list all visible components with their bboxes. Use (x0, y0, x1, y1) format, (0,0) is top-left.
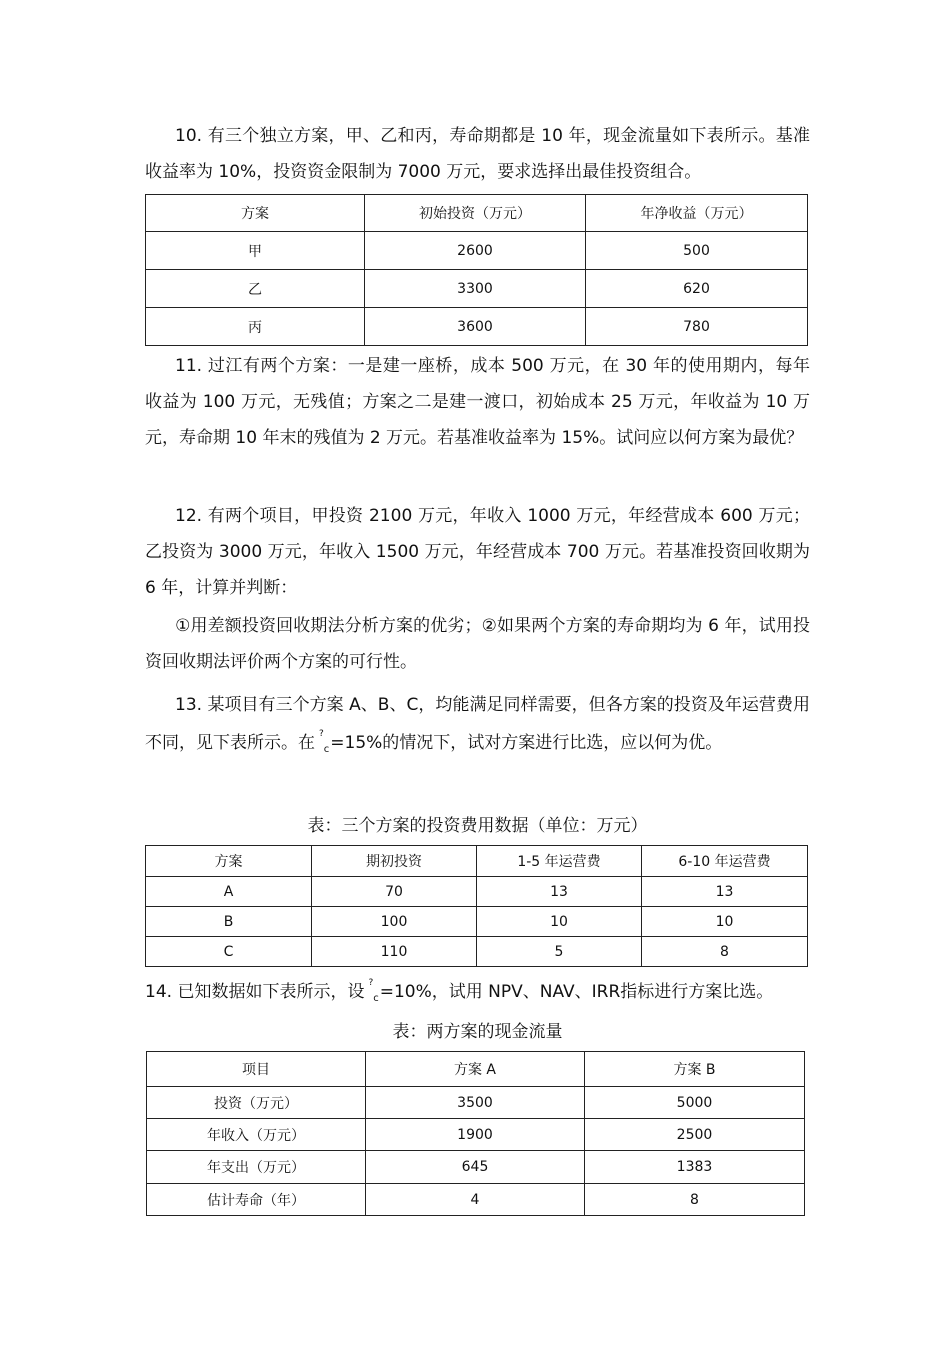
table-cell: B (146, 907, 312, 937)
table-cell: 3500 (366, 1087, 585, 1119)
table-header-cell: 期初投资 (312, 846, 477, 877)
table-cell: 估计寿命（年） (147, 1184, 366, 1216)
question-13-body-rest: =15%的情况下，试对方案进行比选，应以何为优。 (330, 733, 723, 753)
table-header-cell: 6-10 年运营费 (642, 846, 808, 877)
table-cell: 3300 (365, 270, 586, 308)
table-cell: 8 (642, 937, 808, 967)
table-q14 (146, 1051, 805, 1216)
question-12-subbody: ①用差额投资回收期法分析方案的优劣；②如果两个方案的寿命期均为 6 年，试用投资回收期法评价两个方案的可行性。 (145, 616, 810, 672)
table-row (147, 1087, 805, 1119)
table-cell: 5 (477, 937, 642, 967)
table-row (146, 877, 808, 907)
question-10-text (145, 118, 810, 190)
table-cell: 3600 (365, 308, 586, 346)
table-row (147, 1119, 805, 1151)
question-14-body: 14. 已知数据如下表所示，设 (145, 982, 365, 1002)
table-caption: 表：两方案的现金流量 (392, 1022, 563, 1042)
table-cell: C (146, 937, 312, 967)
table-header-cell: 方案 (146, 195, 365, 232)
table-row (146, 937, 808, 967)
table-cell: 10 (642, 907, 808, 937)
formula-superscript: ? (319, 729, 324, 739)
table-header-row (146, 195, 808, 232)
table-header-cell: 方案 (146, 846, 312, 877)
formula-subscript: c (323, 744, 330, 755)
table-cell: 500 (586, 232, 808, 270)
table-cell: 年收入（万元） (147, 1119, 366, 1151)
question-12-subtext (145, 608, 810, 680)
table-header-cell: 年净收益（万元） (586, 195, 808, 232)
question-11-text (145, 348, 810, 456)
question-12-text (145, 498, 810, 606)
table-cell: 甲 (146, 232, 365, 270)
table-cell: 1383 (585, 1151, 805, 1184)
table-row (146, 232, 808, 270)
question-13-text (145, 686, 810, 765)
table-cell: 13 (642, 877, 808, 907)
table-header-cell: 方案 B (585, 1052, 805, 1087)
table-header-cell: 方案 A (366, 1052, 585, 1087)
table-row (147, 1184, 805, 1216)
question-12-body: 12. 有两个项目，甲投资 2100 万元，年收入 1000 万元，年经营成本 600 万元；乙投资为 3000 万元，年收入 1500 万元，年经营成本 700 万元。若基准投资回收期为 6 年，计算并判断： (145, 506, 810, 598)
table-cell: A (146, 877, 312, 907)
formula-superscript: ? (368, 978, 374, 988)
table-cell: 10 (477, 907, 642, 937)
table-row (146, 270, 808, 308)
question-10-body: 10. 有三个独立方案，甲、乙和丙，寿命期都是 10 年，现金流量如下表所示。基准收益率为 10%，投资资金限制为 7000 万元，要求选择出最佳投资组合。 (145, 126, 810, 182)
table-header-row (146, 846, 808, 877)
table-cell: 110 (312, 937, 477, 967)
formula-subscript: c (373, 993, 379, 1004)
question-13-body: 13. 某项目有三个方案 A、B、C，均能满足同样需要，但各方案的投资及年运营费用不同，见下表所示。在 (145, 695, 810, 753)
table-cell: 投资（万元） (147, 1087, 366, 1119)
table-cell: 645 (366, 1151, 585, 1184)
table-cell: 4 (366, 1184, 585, 1216)
table-row (146, 907, 808, 937)
table-cell: 13 (477, 877, 642, 907)
table-cell: 100 (312, 907, 477, 937)
table-cell: 2500 (585, 1119, 805, 1151)
table-cell: 2600 (365, 232, 586, 270)
table-cell: 780 (586, 308, 808, 346)
table-caption: 表：三个方案的投资费用数据（单位：万元） (307, 816, 648, 836)
table-cell: 8 (585, 1184, 805, 1216)
table-header-cell: 1-5 年运营费 (477, 846, 642, 877)
question-11-body: 11. 过江有两个方案：一是建一座桥，成本 500 万元，在 30 年的使用期内，每年收益为 100 万元，无残值；方案之二是建一渡口，初始成本 25 万元，年收益为 10 万元，寿命期 10 年末的残值为 2 万元。若基准收益率为 15%。试问应以何方案为最优？ (145, 356, 810, 448)
table-cell: 1900 (366, 1119, 585, 1151)
table-cell: 620 (586, 270, 808, 308)
table-q13 (145, 845, 808, 967)
table-cell: 5000 (585, 1087, 805, 1119)
question-14-text (145, 974, 815, 1013)
table-q10 (145, 194, 808, 346)
table-header-cell: 初始投资（万元） (365, 195, 586, 232)
table-cell: 乙 (146, 270, 365, 308)
table-cell: 年支出（万元） (147, 1151, 366, 1184)
table-row (147, 1151, 805, 1184)
table-row (146, 308, 808, 346)
table-cell: 丙 (146, 308, 365, 346)
table-header-cell: 项目 (147, 1052, 366, 1087)
table-header-row (147, 1052, 805, 1087)
question-14-body-rest: =10%，试用 NPV、NAV、IRR指标进行方案比选。 (379, 982, 774, 1002)
table-cell: 70 (312, 877, 477, 907)
